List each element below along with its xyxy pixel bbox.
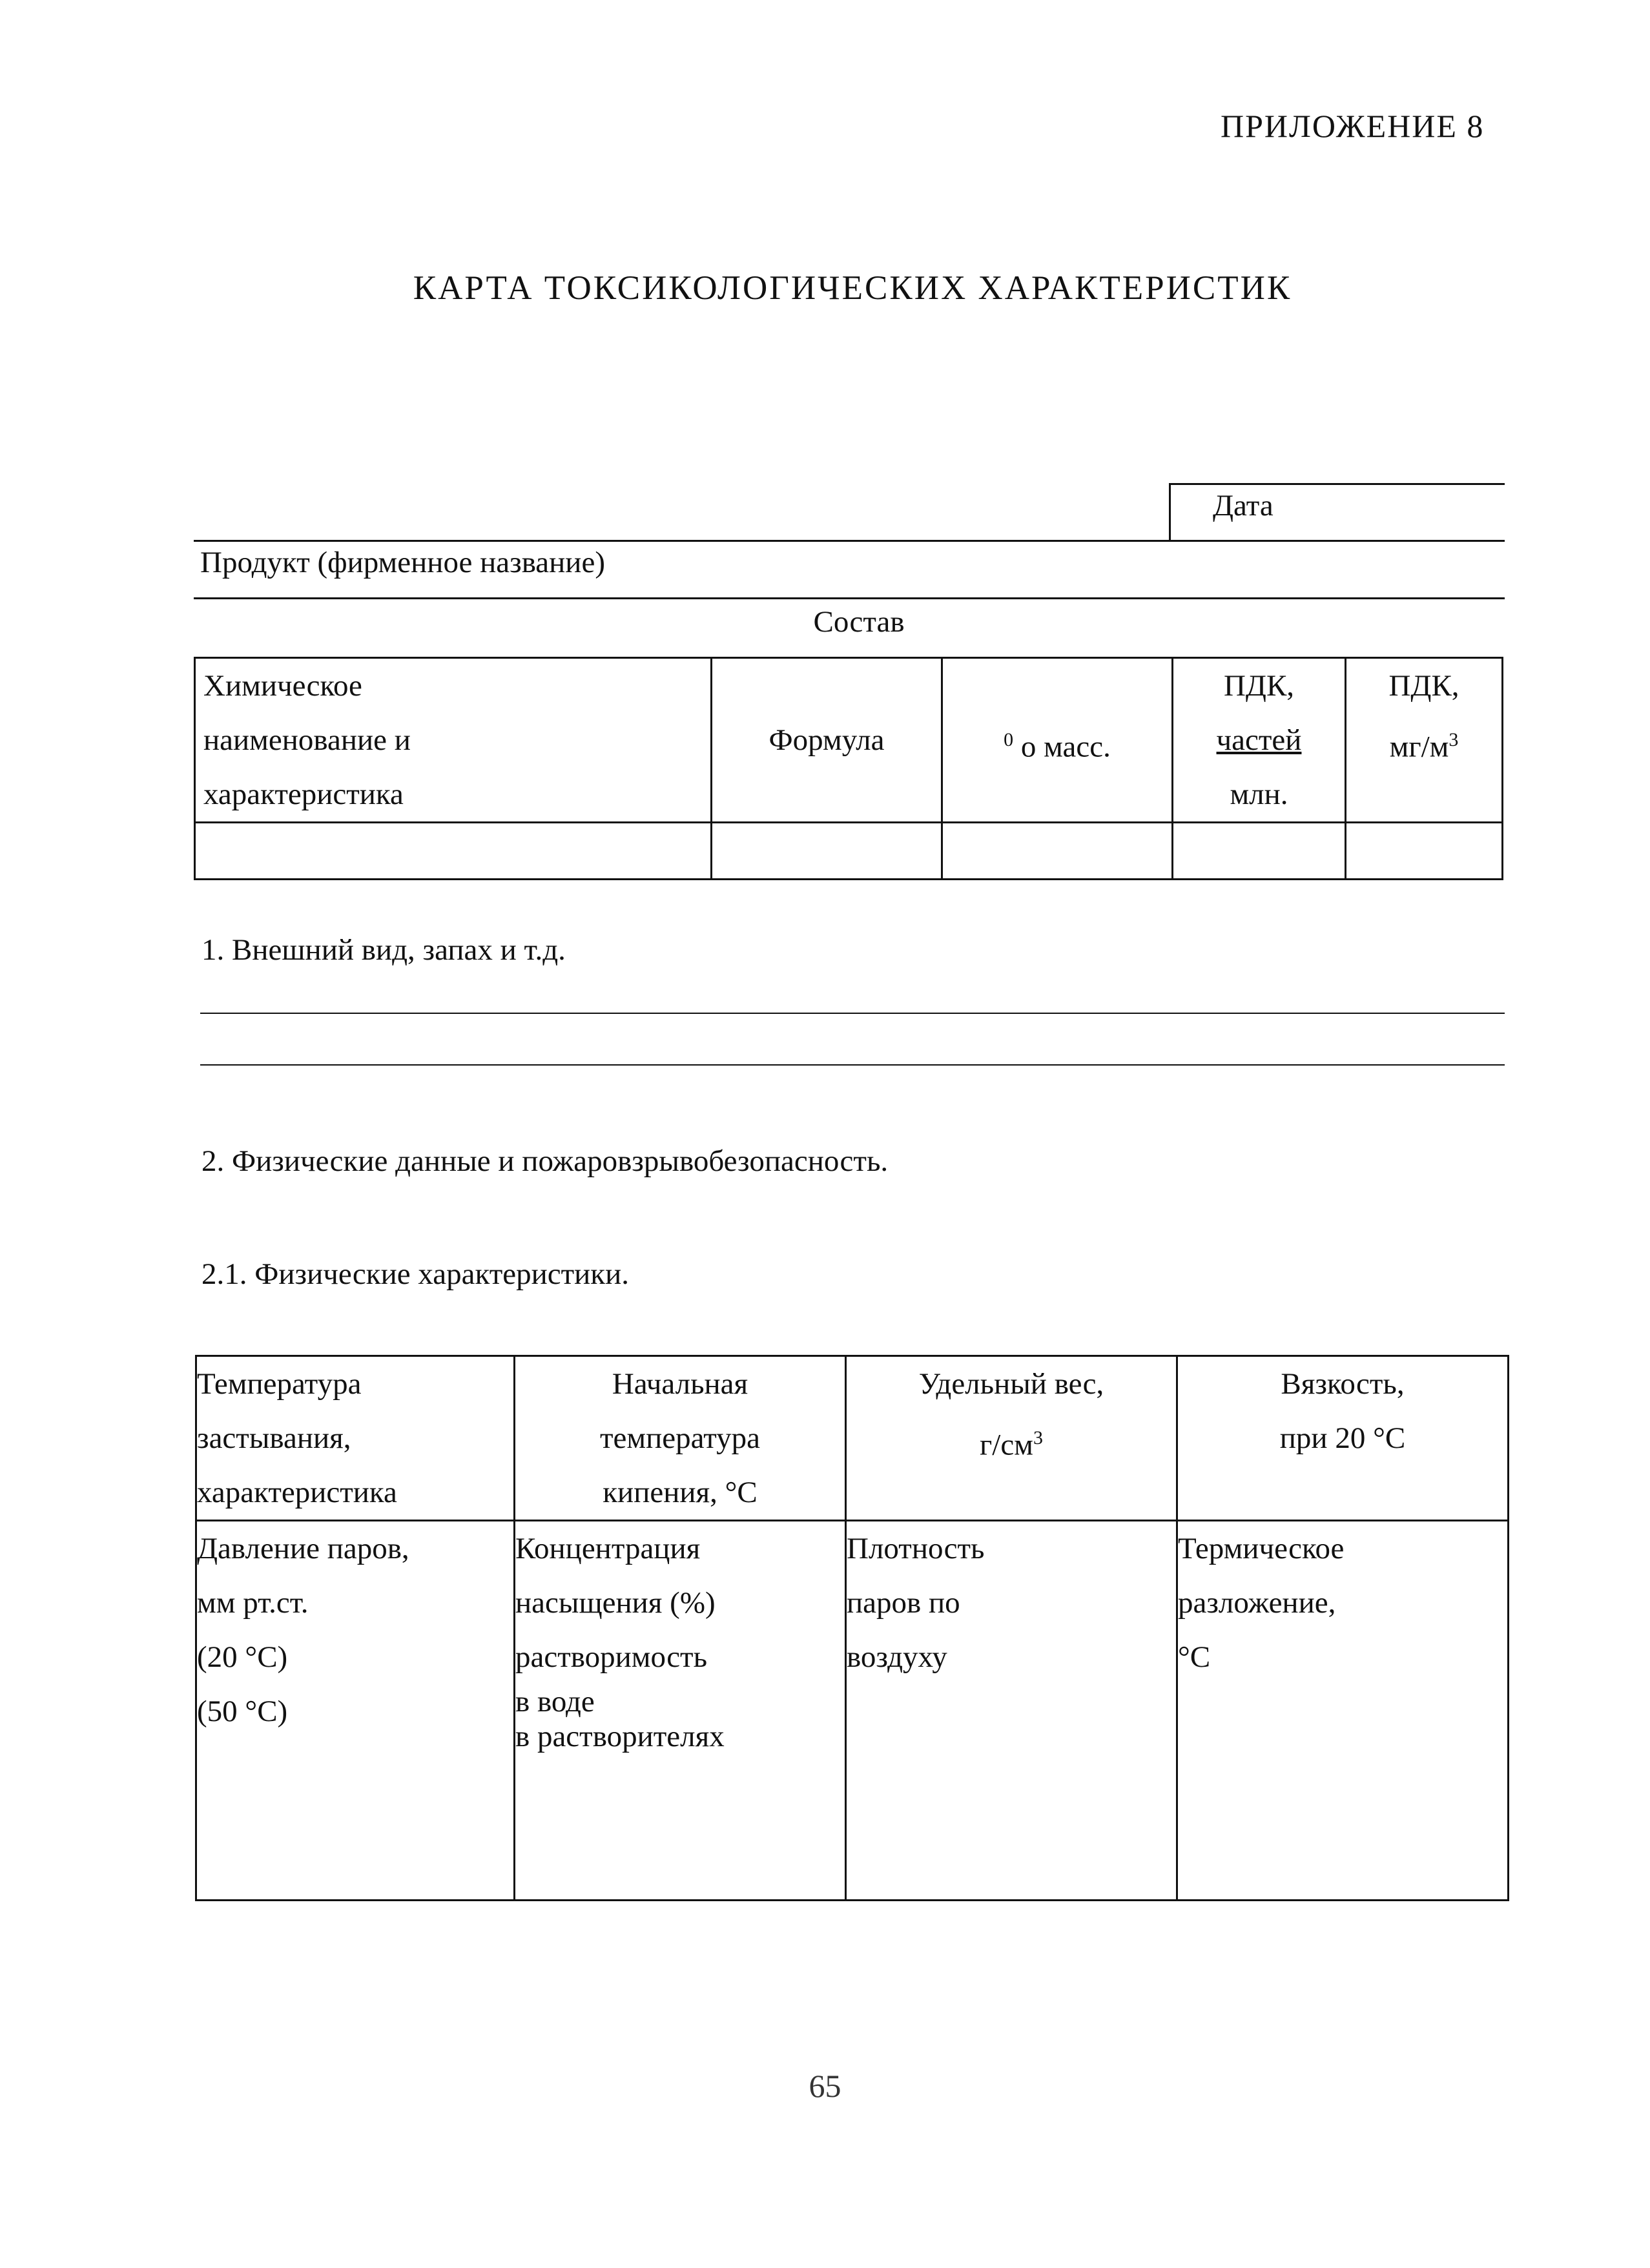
physical-characteristics-table <box>195 1355 1509 1901</box>
composition-table <box>194 657 1503 880</box>
formula-header: Формула <box>712 658 942 823</box>
page-number: 65 <box>809 2068 841 2104</box>
product-top-line <box>194 540 1505 542</box>
vapor-density-cell: Плотность паров по воздуху <box>846 1521 1177 1901</box>
boiling-point-cell: Начальная температура кипения, °C <box>515 1356 846 1521</box>
composition-empty-cell[interactable] <box>712 823 942 880</box>
composition-empty-cell[interactable] <box>195 823 712 880</box>
thermal-decomposition-cell: Термическое разложение, °C <box>1177 1521 1509 1901</box>
page-title: КАРТА ТОКСИКОЛОГИЧЕСКИХ ХАРАКТЕРИСТИК <box>413 269 1292 307</box>
appearance-fill-line[interactable] <box>200 1013 1505 1014</box>
pdk-ppm-header: ПДК, частей млн. <box>1173 658 1346 823</box>
product-label: Продукт (фирменное название) <box>200 546 605 579</box>
composition-empty-cell[interactable] <box>942 823 1173 880</box>
pour-point-cell: Температура застывания, характеристика <box>196 1356 515 1521</box>
viscosity-cell: Вязкость, при 20 °C <box>1177 1356 1509 1521</box>
vapor-pressure-cell: Давление паров, мм рт.ст. (20 °C) (50 °C) <box>196 1521 515 1901</box>
composition-label: Состав <box>813 605 905 639</box>
pdk-mgm3-header: ПДК, $мг/м^3$ <box>1346 658 1503 823</box>
mass-percent-header: $^0$ о масс. <box>942 658 1173 823</box>
saturation-concentration-cell: Концентрация насыщения (%) растворимость в воде в растворителях <box>515 1521 846 1901</box>
appendix-label: ПРИЛОЖЕНИЕ 8 <box>1221 108 1485 144</box>
section-physical-characteristics: 2.1. Физические характеристики. <box>201 1257 630 1291</box>
composition-empty-cell[interactable] <box>1346 823 1503 880</box>
composition-top-line <box>194 597 1505 599</box>
date-label: Дата <box>1213 489 1274 522</box>
composition-empty-cell[interactable] <box>1173 823 1346 880</box>
date-top-line <box>1170 483 1505 485</box>
specific-gravity-cell: Удельный вес, $г/см^3$ <box>846 1356 1177 1521</box>
appearance-fill-line[interactable] <box>200 1064 1505 1066</box>
date-box-left-line <box>1169 483 1171 541</box>
chemical-name-header: Химическое наименование и характеристика <box>195 658 712 823</box>
section-appearance: 1. Внешний вид, запах и т.д. <box>201 933 566 967</box>
section-physical-data: 2. Физические данные и пожаровзрывобезопасность. <box>201 1144 889 1178</box>
